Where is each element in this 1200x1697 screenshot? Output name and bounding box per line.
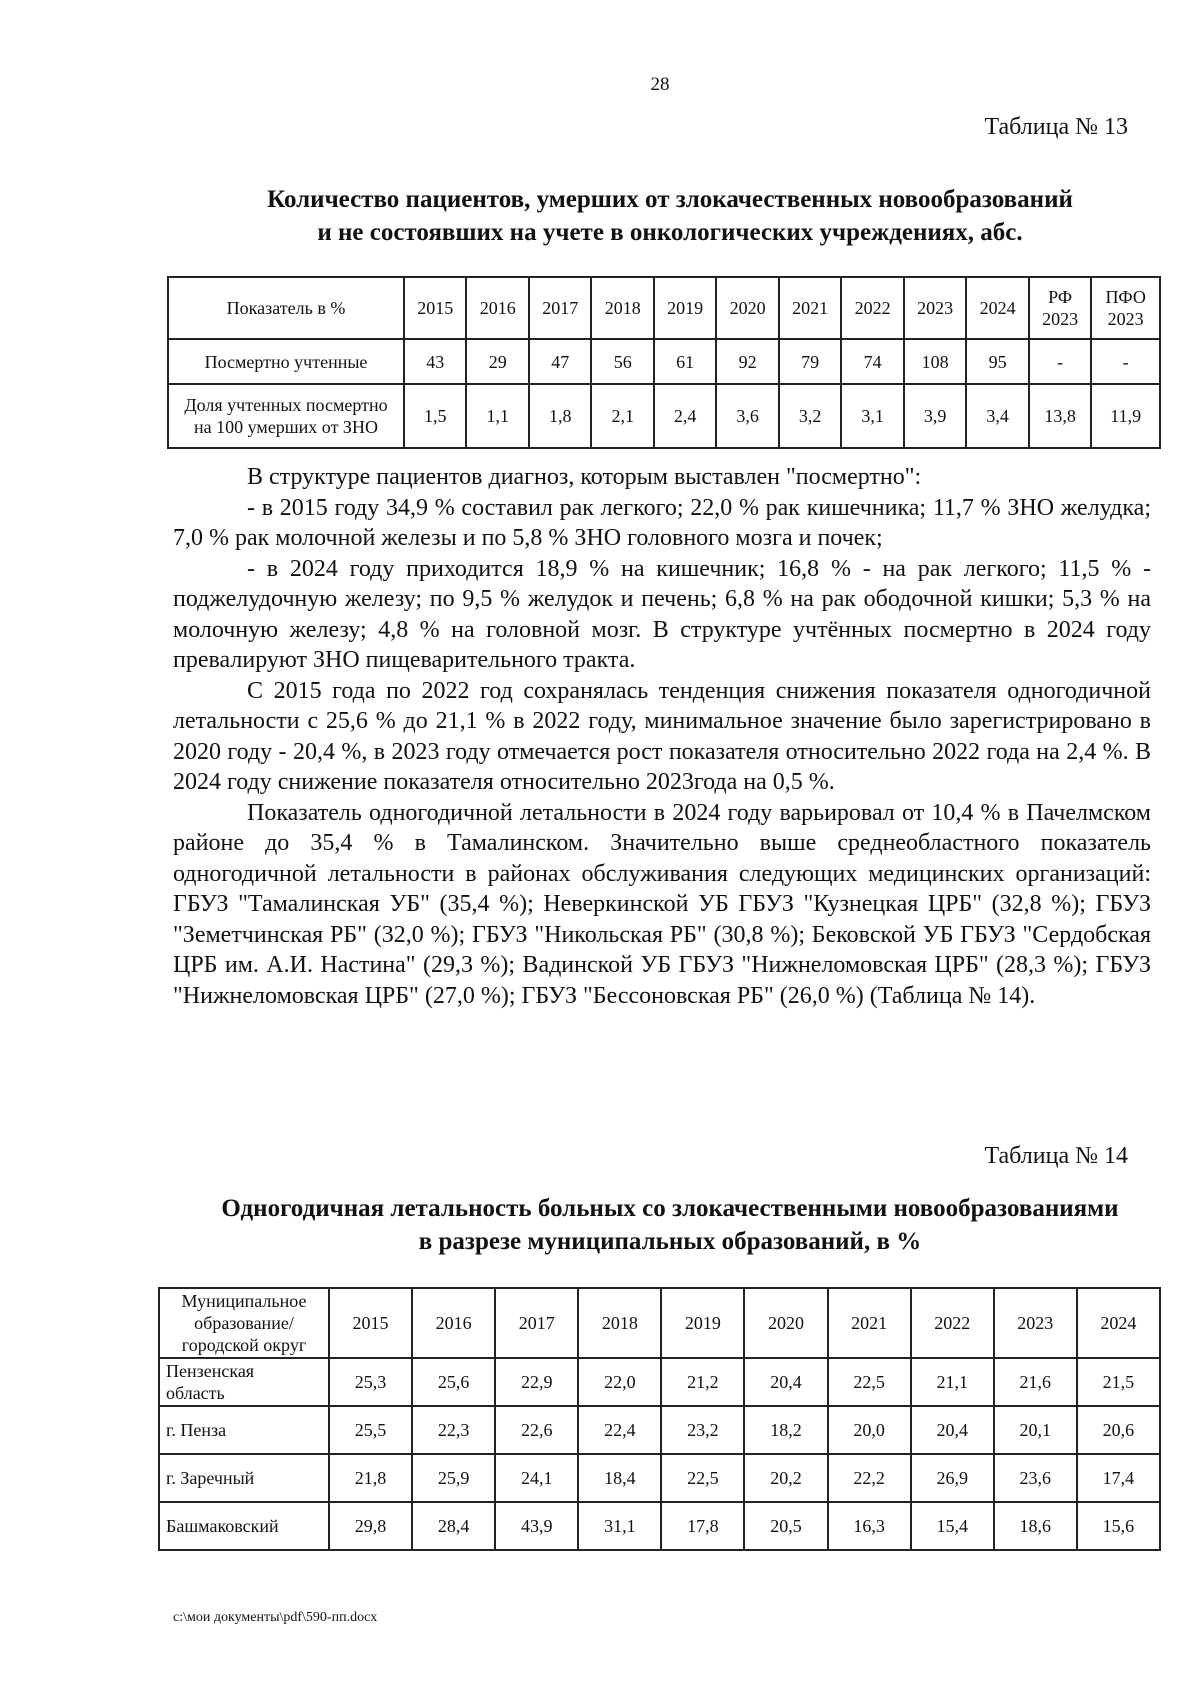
table-13	[167, 276, 1161, 449]
table-cell: 25,9	[412, 1454, 495, 1502]
header-cell-year: 2023	[904, 277, 966, 339]
table-14-header-row	[159, 1288, 1160, 1358]
table-cell: 29,8	[329, 1502, 412, 1550]
table-cell: 29	[466, 339, 528, 384]
table-cell: 20,2	[744, 1454, 827, 1502]
paragraph: Показатель одногодичной летальности в 2024 году варьировал от 10,4 % в Пачелмском районе до 35,4 % в Тамалинском. Значительно выше среднеобластного показатель одногодичной летальности в районах обслуживания следующих медицинских организаций: ГБУЗ "Тамалинская УБ" (35,4 %); Неверкинской УБ ГБУЗ "Кузнецкая ЦРБ" (32,8 %); ГБУЗ "Земетчинская РБ" (32,0 %); ГБУЗ "Никольская РБ" (30,8 %); Бековской УБ ГБУЗ "Сердобская ЦРБ им. А.И. Настина" (29,3 %); Вадинской УБ ГБУЗ "Нижнеломовская ЦРБ" (28,3 %); ГБУЗ "Нижнеломовская ЦРБ" (27,0 %); ГБУЗ "Бессоновская РБ" (26,0 %) (Таблица № 14).	[173, 799, 1151, 1009]
header-cell-year: 2016	[412, 1288, 495, 1358]
header-municipality-line2: образование/	[194, 1313, 294, 1333]
header-cell-year: 2022	[841, 277, 903, 339]
row-label: г. Заречный	[159, 1454, 329, 1502]
table-cell: 21,2	[661, 1358, 744, 1406]
table-cell: 47	[529, 339, 591, 384]
table-cell: 22,9	[495, 1358, 578, 1406]
table-cell: 2,1	[591, 384, 653, 448]
table-cell: 28,4	[412, 1502, 495, 1550]
table-cell: 1,8	[529, 384, 591, 448]
table-cell: 20,1	[994, 1406, 1077, 1454]
table-cell: 23,2	[661, 1406, 744, 1454]
table-cell: 95	[966, 339, 1028, 384]
paragraph: С 2015 года по 2022 год сохранялась тенденция снижения показателя одногодичной летальности с 25,6 % до 21,1 % в 2022 году, минимальное значение было зарегистрировано в 2020 году - 20,4 %, в 2023 году отмечается рост показателя относительно 2022 года на 2,4 %. В 2024 году снижение показателя относительно 2023года на 0,5 %.	[173, 677, 1151, 795]
table-13-title-line2: и не состоявших на учете в онкологических учреждениях, абс.	[317, 219, 1023, 246]
table-row	[159, 1454, 1160, 1502]
table-cell: 24,1	[495, 1454, 578, 1502]
table-cell: 74	[841, 339, 903, 384]
header-cell-year: 2021	[779, 277, 841, 339]
header-cell-year: 2019	[661, 1288, 744, 1358]
table-cell: 21,6	[994, 1358, 1077, 1406]
table-cell: 26,9	[911, 1454, 994, 1502]
header-cell-year: 2022	[911, 1288, 994, 1358]
table-cell: 21,5	[1077, 1358, 1160, 1406]
table-cell: 18,2	[744, 1406, 827, 1454]
header-cell-year: 2015	[329, 1288, 412, 1358]
table-cell: 3,6	[716, 384, 778, 448]
table-cell: 22,6	[495, 1406, 578, 1454]
header-cell-year: 2023	[994, 1288, 1077, 1358]
table-cell: 23,6	[994, 1454, 1077, 1502]
header-pfo-line1: ПФО	[1105, 287, 1146, 307]
table-row	[159, 1406, 1160, 1454]
paragraph: В структуре пациентов диагноз, которым выставлен "посмертно":	[247, 464, 922, 490]
row-label: Башмаковский	[159, 1502, 329, 1550]
row-label: Посмертно учтенные	[168, 339, 404, 384]
table-cell: -	[1029, 339, 1091, 384]
table-row	[168, 384, 1160, 448]
table-row	[168, 339, 1160, 384]
header-rf-line2: 2023	[1042, 309, 1079, 329]
header-cell-year: 2020	[716, 277, 778, 339]
table-cell: 79	[779, 339, 841, 384]
table-cell: 3,9	[904, 384, 966, 448]
header-cell-year: 2015	[404, 277, 466, 339]
row-label-line2: область	[166, 1383, 225, 1403]
header-cell-pfo	[1091, 277, 1160, 339]
page-number: 28	[650, 74, 670, 95]
table-cell: 15,6	[1077, 1502, 1160, 1550]
table-cell: 20,4	[744, 1358, 827, 1406]
table-cell: 20,4	[911, 1406, 994, 1454]
header-cell-year: 2016	[466, 277, 528, 339]
table-cell: 22,3	[412, 1406, 495, 1454]
header-cell-year: 2019	[654, 277, 716, 339]
header-cell-year: 2018	[591, 277, 653, 339]
row-label-line2: на 100 умерших от ЗНО	[194, 417, 378, 437]
header-rf-line1: РФ	[1048, 287, 1073, 307]
table-14-caption: Таблица № 14	[984, 1143, 1128, 1169]
table-cell: 16,3	[828, 1502, 911, 1550]
table-cell: 25,6	[412, 1358, 495, 1406]
table-14-title-line2: в разрезе муниципальных образований, в %	[418, 1228, 922, 1255]
table-cell: 92	[716, 339, 778, 384]
table-cell: 18,4	[578, 1454, 661, 1502]
paragraph: - в 2015 году 34,9 % составил рак легкого; 22,0 % рак кишечника; 11,7 % ЗНО желудка; 7,0 % рак молочной железы и по 5,8 % ЗНО головного мозга и почек;	[173, 494, 1151, 551]
table-cell: 21,1	[911, 1358, 994, 1406]
table-cell: 22,2	[828, 1454, 911, 1502]
header-cell-year: 2021	[828, 1288, 911, 1358]
table-cell: -	[1091, 339, 1160, 384]
table-cell: 25,3	[329, 1358, 412, 1406]
table-cell: 2,4	[654, 384, 716, 448]
row-label-line1: Доля учтенных посмертно	[184, 395, 388, 415]
table-cell: 22,5	[661, 1454, 744, 1502]
table-cell: 43,9	[495, 1502, 578, 1550]
table-cell: 3,2	[779, 384, 841, 448]
row-label	[168, 384, 404, 448]
table-cell: 15,4	[911, 1502, 994, 1550]
header-cell-year: 2024	[1077, 1288, 1160, 1358]
table-row	[159, 1502, 1160, 1550]
header-cell-year: 2017	[495, 1288, 578, 1358]
row-label-line1: Пензенская	[166, 1361, 255, 1381]
table-cell: 20,5	[744, 1502, 827, 1550]
table-cell: 1,1	[466, 384, 528, 448]
header-cell-municipality	[159, 1288, 329, 1358]
table-row	[159, 1358, 1160, 1406]
table-cell: 20,0	[828, 1406, 911, 1454]
table-13-caption: Таблица № 13	[984, 114, 1128, 140]
footer-file-path: c:\мои документы\pdf\590-пп.docx	[173, 1610, 378, 1625]
row-label	[159, 1358, 329, 1406]
table-14	[158, 1287, 1161, 1551]
body-text	[173, 462, 1151, 1011]
table-cell: 21,8	[329, 1454, 412, 1502]
table-cell: 25,5	[329, 1406, 412, 1454]
table-cell: 17,4	[1077, 1454, 1160, 1502]
paragraph: - в 2024 году приходится 18,9 % на кишечник; 16,8 % - на рак легкого; 11,5 % - поджелудочную железу; по 9,5 % желудок и печень; 6,8 % на рак ободочной кишки; 5,3 % на молочную железу; 4,8 % на головной мозг. В структуре учтённых посмертно в 2024 году превалируют ЗНО пищеварительного тракта.	[173, 555, 1151, 673]
table-cell: 20,6	[1077, 1406, 1160, 1454]
header-cell-year: 2018	[578, 1288, 661, 1358]
table-cell: 61	[654, 339, 716, 384]
header-cell-year: 2017	[529, 277, 591, 339]
header-pfo-line2: 2023	[1107, 309, 1144, 329]
table-cell: 1,5	[404, 384, 466, 448]
header-cell-rf	[1029, 277, 1091, 339]
table-14-title-line1: Одногодичная летальность больных со злокачественными новообразованиями	[221, 1195, 1119, 1222]
table-cell: 108	[904, 339, 966, 384]
table-cell: 13,8	[1029, 384, 1091, 448]
table-13-title-line1: Количество пациентов, умерших от злокачественных новообразований	[267, 186, 1073, 213]
table-cell: 56	[591, 339, 653, 384]
table-14-title	[170, 1192, 1170, 1258]
table-cell: 43	[404, 339, 466, 384]
table-cell: 3,4	[966, 384, 1028, 448]
table-cell: 17,8	[661, 1502, 744, 1550]
header-municipality-line1: Муниципальное	[181, 1291, 307, 1311]
table-cell: 31,1	[578, 1502, 661, 1550]
row-label: г. Пенза	[159, 1406, 329, 1454]
header-cell-year: 2024	[966, 277, 1028, 339]
header-municipality-line3: городской округ	[181, 1335, 307, 1355]
table-cell: 22,4	[578, 1406, 661, 1454]
table-cell: 18,6	[994, 1502, 1077, 1550]
header-cell-indicator: Показатель в %	[168, 277, 404, 339]
table-cell: 11,9	[1091, 384, 1160, 448]
table-13-header-row	[168, 277, 1160, 339]
table-cell: 22,0	[578, 1358, 661, 1406]
header-cell-year: 2020	[744, 1288, 827, 1358]
table-13-title	[170, 183, 1170, 249]
table-cell: 22,5	[828, 1358, 911, 1406]
table-cell: 3,1	[841, 384, 903, 448]
